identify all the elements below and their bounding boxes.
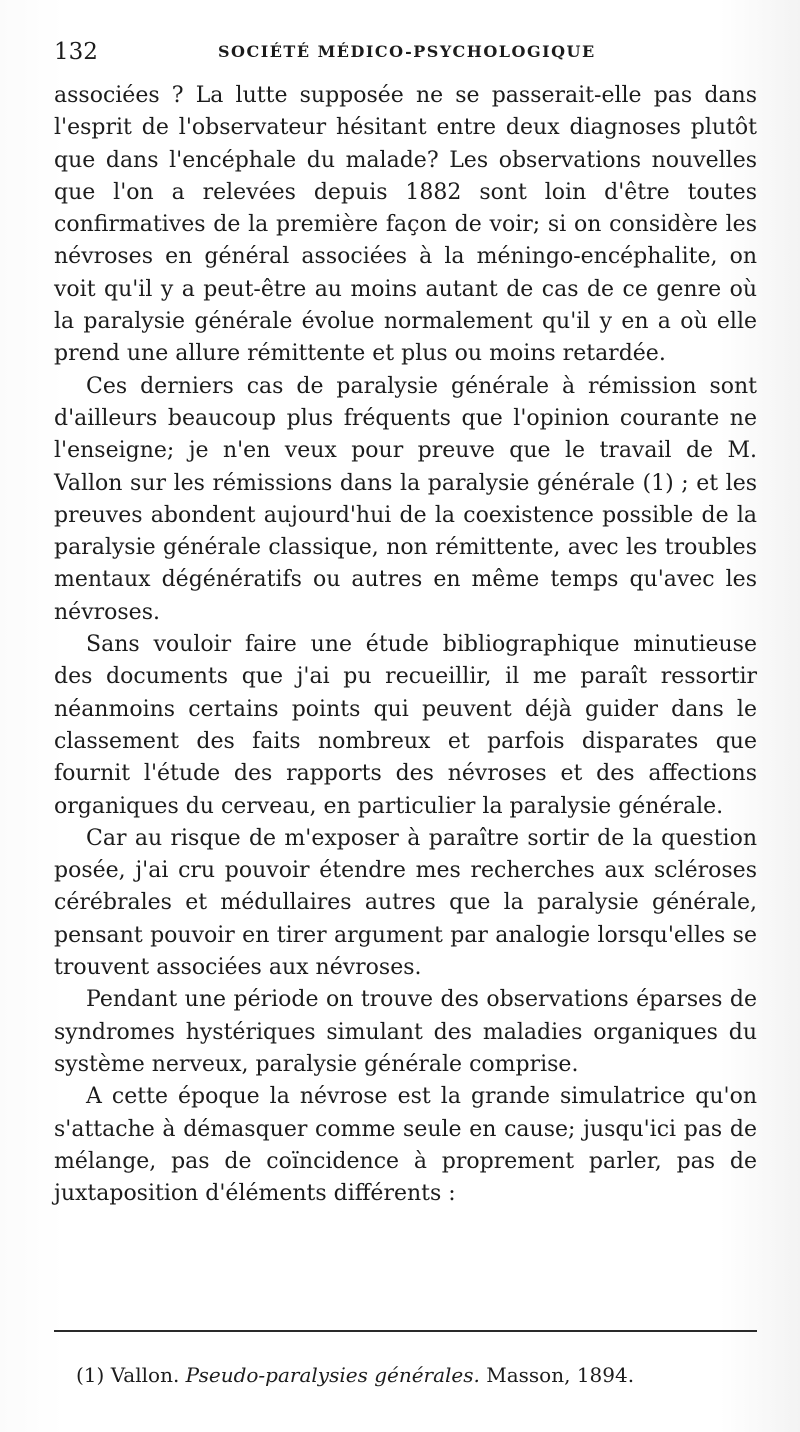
footnote-author: Vallon. xyxy=(110,1363,180,1387)
running-title: SOCIÉTÉ MÉDICO-PSYCHOLOGIQUE xyxy=(218,42,596,61)
running-header xyxy=(54,34,754,70)
paragraph-3: Sans vouloir faire une étude bibliographique minutieuse des documents que j'ai pu recueillir, il me paraît ressortir néanmoins certains points qui peuvent déjà guider dans le classement des faits nombreux et parfois disparates que fournit l'étude des rapports des névroses et des affections organiques du cerveau, en particulier la paralysie générale. xyxy=(54,632,757,819)
paragraph-2: Ces derniers cas de paralysie générale à rémission sont d'ailleurs beaucoup plus fréquents que l'opinion courante ne l'enseigne; je n'en veux pour preuve que le travail de M. Vallon sur les rémissions dans la paralysie générale (1) ; et les preuves abondent aujourd'hui de la coexistence possible de la paralysie générale classique, non rémittente, avec les troubles mentaux dégénératifs ou autres en même temps qu'avec les névroses. xyxy=(54,373,757,625)
paragraph-4: Car au risque de m'exposer à paraître sortir de la question posée, j'ai cru pouvoir étendre mes recherches aux scléroses cérébrales et médullaires autres que la paralysie générale, pensant pouvoir en tirer argument par analogie lorsqu'elles se trouvent associées aux névroses. xyxy=(54,825,757,981)
footnote xyxy=(76,1360,756,1390)
footnote-marker: (1) xyxy=(76,1363,105,1387)
footnote-publisher: Masson, 1894. xyxy=(486,1363,635,1387)
paragraph-1: associées ? La lutte supposée ne se passerait-elle pas dans l'esprit de l'observateur hésitant entre deux diagnoses plutôt que dans l'encéphale du malade? Les observations nouvelles que l'on a relevées depuis 1882 sont loin d'être toutes confirmatives de la première façon de voir; si on considère les névroses en général associées à la méningo-encéphalite, on voit qu'il y a peut-être au moins autant de cas de ce genre où la paralysie générale évolue normalement qu'il y en a où elle prend une allure rémittente et plus ou moins retardée. xyxy=(54,83,757,367)
page-number: 132 xyxy=(54,39,98,65)
body-text xyxy=(54,80,757,1210)
paragraph-6: A cette époque la névrose est la grande simulatrice qu'on s'attache à démasquer comme seule en cause; jusqu'ici pas de mélange, pas de coïncidence à proprement parler, pas de juxtaposition d'éléments différents : xyxy=(54,1084,757,1207)
paragraph-5: Pendant une période on trouve des observations éparses de syndromes hystériques simulant des maladies organiques du système nerveux, paralysie générale comprise. xyxy=(54,987,757,1077)
footnote-divider xyxy=(54,1330,757,1332)
footnote-title: Pseudo-paralysies générales. xyxy=(185,1363,480,1387)
